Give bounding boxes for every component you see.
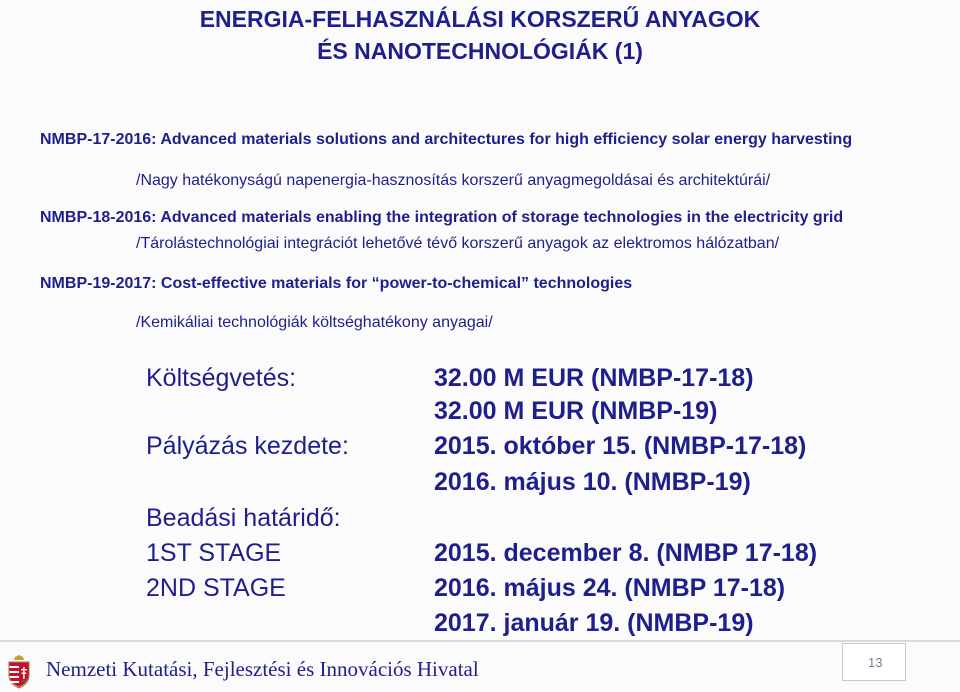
footer-divider bbox=[0, 640, 960, 642]
start-date-label: Pályázás kezdete: bbox=[146, 432, 349, 460]
page-number: 13 bbox=[868, 655, 883, 670]
program-subtitle-nmbp-19: /Kemikáliai technológiák költséghatékony anyagai/ bbox=[136, 314, 493, 331]
hungarian-crest-icon bbox=[6, 655, 32, 689]
program-code-nmbp-17: NMBP-17-2016: Advanced materials solutions and architectures for high efficiency solar energy harvesting bbox=[40, 131, 853, 148]
program-code-nmbp-18: NMBP-18-2016: Advanced materials enabling the integration of storage technologies in the electricity grid bbox=[40, 209, 844, 226]
budget-value-2: 32.00 M EUR (NMBP-19) bbox=[434, 397, 718, 425]
stage-1-value: 2015. december 8. (NMBP 17-18) bbox=[434, 539, 818, 567]
start-date-value-1: 2015. október 15. (NMBP-17-18) bbox=[434, 432, 807, 460]
footer-organization: Nemzeti Kutatási, Fejlesztési és Innovációs Hivatal bbox=[46, 657, 479, 681]
start-date-value-2: 2016. május 10. (NMBP-19) bbox=[434, 468, 751, 496]
budget-value-1: 32.00 M EUR (NMBP-17-18) bbox=[434, 364, 754, 392]
stage-2-label: 2ND STAGE bbox=[146, 574, 286, 602]
stage-2-value-2: 2017. január 19. (NMBP-19) bbox=[434, 609, 754, 637]
budget-label: Költségvetés: bbox=[146, 364, 297, 392]
stage-1-label: 1ST STAGE bbox=[146, 539, 282, 567]
slide-title-line-1: ENERGIA-FELHASZNÁLÁSI KORSZERŰ ANYAGOK bbox=[199, 6, 761, 32]
slide-title-line-2: ÉS NANOTECHNOLÓGIÁK (1) bbox=[317, 38, 643, 64]
program-subtitle-nmbp-17: /Nagy hatékonyságú napenergia-hasznosítás korszerű anyagmegoldásai és architektúrái/ bbox=[136, 172, 771, 189]
deadline-label: Beadási határidő: bbox=[146, 504, 341, 532]
stage-2-value-1: 2016. május 24. (NMBP 17-18) bbox=[434, 574, 786, 602]
program-code-nmbp-19: NMBP-19-2017: Cost-effective materials for “power-to-chemical” technologies bbox=[40, 275, 633, 292]
program-subtitle-nmbp-18: /Tárolástechnológiai integrációt lehetővé tévő korszerű anyagok az elektromos hálózatban/ bbox=[136, 235, 780, 252]
